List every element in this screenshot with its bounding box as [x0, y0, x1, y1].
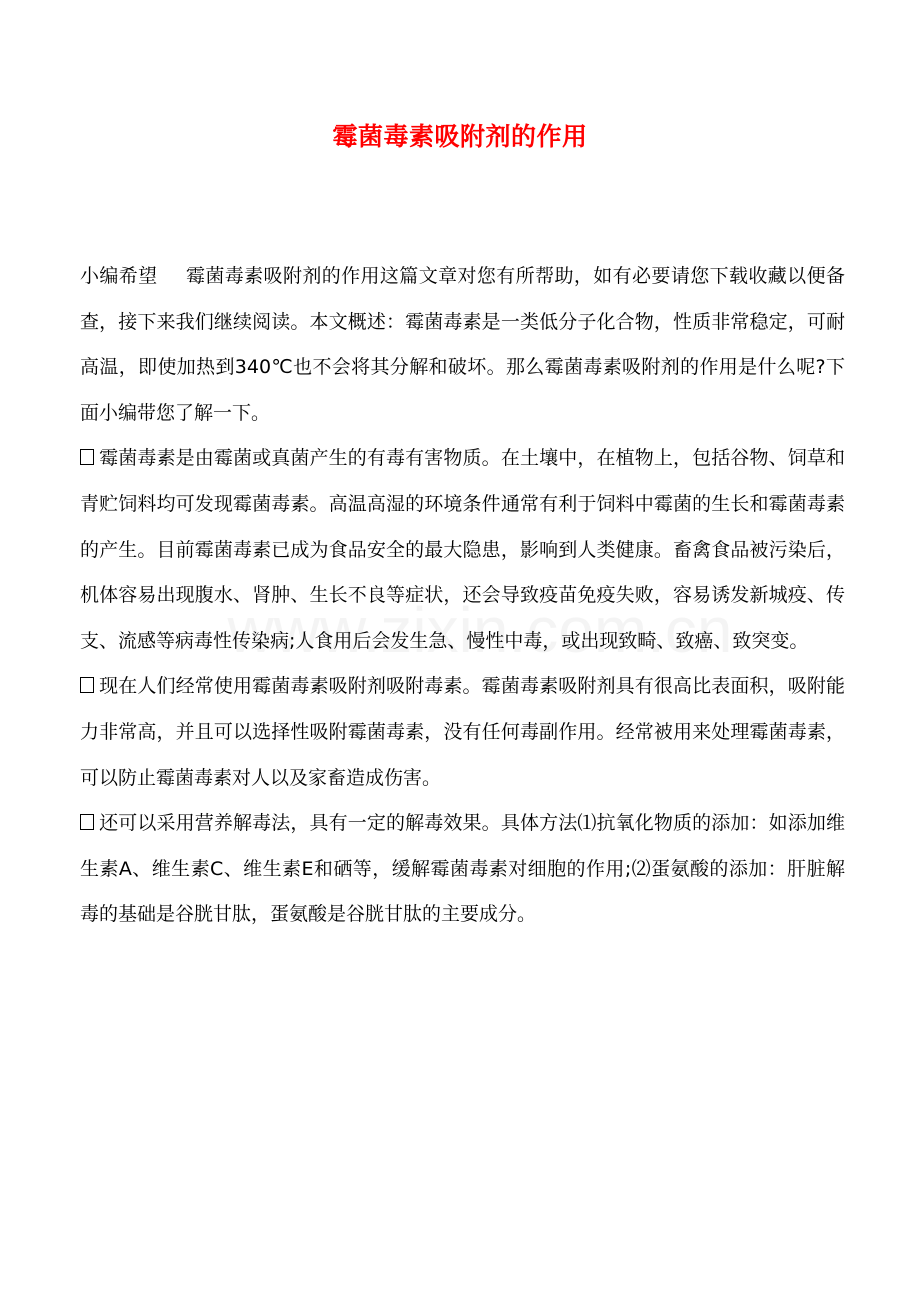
paragraph-text: 现在人们经常使用霉菌毒素吸附剂吸附毒素。霉菌毒素吸附剂具有很高比表面积，吸附能力非常高，并且可以选择性吸附霉菌毒素，没有任何毒副作用。经常被用来处理霉菌毒素，可以防止霉菌毒素对人以及家畜造成伤害。	[80, 675, 845, 789]
paragraph-text: 霉菌毒素是由霉菌或真菌产生的有毒有害物质。在土壤中，在植物上，包括谷物、饲草和青贮饲料均可发现霉菌毒素。高温高湿的环境条件通常有利于饲料中霉菌的生长和霉菌毒素的产生。目前霉菌毒素已成为食品安全的最大隐患，影响到人类健康。畜禽食品被污染后，机体容易出现腹水、肾肿、生长不良等症状，还会导致疫苗免疫失败，容易诱发新城疫、传支、流感等病毒性传染病;人食用后会发生急、慢性中毒，或出现致畸、致癌、致突变。	[80, 447, 845, 652]
paragraph-mycotoxin-definition	[80, 436, 845, 664]
intro-text: 霉菌毒素吸附剂的作用这篇文章对您有所帮助，如有必要请您下载收藏以便备查，接下来我们继续阅读。本文概述：霉菌毒素是一类低分子化合物，性质非常稳定，可耐高温，即使加热到340℃也不会将其分解和破坏。那么霉菌毒素吸附剂的作用是什么呢?下面小编带您了解一下。	[80, 265, 845, 424]
square-bullet-icon	[80, 814, 94, 830]
square-bullet-icon	[80, 677, 94, 693]
intro-paragraph	[80, 254, 845, 436]
intro-lead: 小编希望	[80, 265, 158, 287]
paragraph-nutrition-detox	[80, 801, 845, 938]
document-body	[80, 254, 845, 938]
square-bullet-icon	[80, 449, 94, 465]
paragraph-text: 还可以采用营养解毒法，具有一定的解毒效果。具体方法⑴抗氧化物质的添加：如添加维生素A、维生素C、维生素E和硒等，缓解霉菌毒素对细胞的作用;⑵蛋氨酸的添加：肝脏解毒的基础是谷胱甘肽，蛋氨酸是谷胱甘肽的主要成分。	[80, 812, 845, 926]
paragraph-adsorbent-use	[80, 664, 845, 801]
document-title: 霉菌毒素吸附剂的作用	[332, 122, 588, 151]
